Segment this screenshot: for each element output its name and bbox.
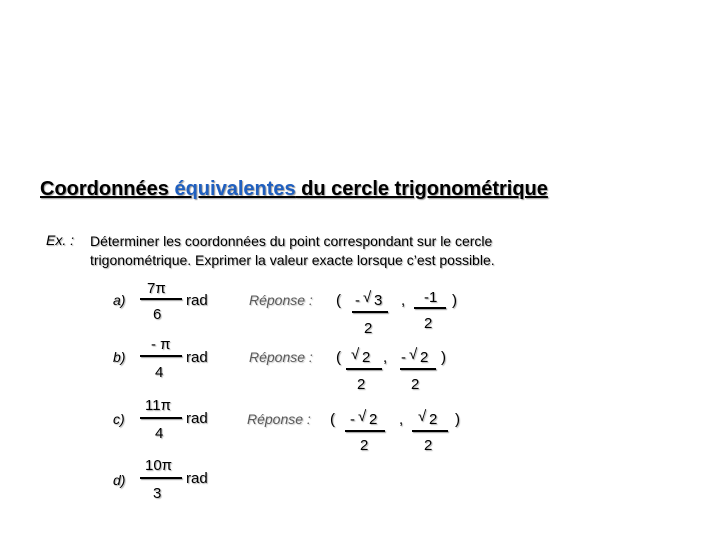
answer-c-x-sqrt-icon: √ [358, 408, 367, 425]
problem-a-unit: rad [186, 292, 208, 309]
answer-a-close-paren: ) [452, 292, 457, 309]
answer-b-y-sqrt-icon: √ [409, 346, 418, 363]
page-title: Coordonnées équivalentes du cercle trigonométrique [40, 178, 548, 200]
answer-a-comma: , [401, 292, 406, 309]
problem-c-denominator: 4 [155, 425, 164, 442]
problem-c-fraction-bar [140, 417, 182, 419]
problem-c-unit: rad [186, 410, 208, 427]
problem-b-label: b) [113, 349, 126, 365]
problem-d-label: d) [113, 472, 126, 488]
answer-a-x-denominator: 2 [364, 320, 373, 337]
example-label: Ex. : [46, 232, 75, 248]
answer-a-y-numerator: -1 [424, 289, 438, 306]
answer-c-open-paren: ( [330, 411, 335, 428]
answer-b-y-fraction-bar [400, 368, 436, 370]
answer-a-open-paren: ( [336, 292, 341, 309]
answer-b-x-fraction-bar [346, 368, 382, 370]
problem-b-denominator: 4 [155, 364, 164, 381]
answer-c-comma: , [399, 411, 404, 428]
answer-c-y-radicand: 2 [429, 411, 438, 428]
answer-c-x-radicand: 2 [369, 411, 378, 428]
problem-a-denominator: 6 [153, 306, 162, 323]
answer-b-comma: , [383, 349, 388, 366]
problem-c-numerator: 11π [145, 397, 171, 414]
problem-d-denominator: 3 [153, 485, 162, 502]
problem-d-numerator: 10π [145, 457, 173, 474]
answer-a-x-fraction-bar [352, 311, 388, 313]
answer-c-label: Réponse : [247, 411, 311, 427]
answer-c-y-denominator: 2 [424, 437, 433, 454]
answer-b-close-paren: ) [441, 349, 446, 366]
problem-d-fraction-bar [140, 477, 182, 479]
answer-c-y-fraction-bar [412, 430, 448, 432]
answer-b-label: Réponse : [249, 349, 313, 365]
problem-b-unit: rad [186, 349, 208, 366]
title-highlight: équivalentes [174, 178, 296, 200]
answer-a-y-denominator: 2 [424, 315, 433, 332]
answer-c-x-sign: - [350, 411, 355, 428]
answer-c-close-paren: ) [455, 411, 460, 428]
answer-b-y-denominator: 2 [411, 376, 420, 393]
answer-c-x-denominator: 2 [360, 437, 369, 454]
answer-b-y-radicand: 2 [420, 349, 429, 366]
problem-a-numerator: 7π [147, 280, 166, 297]
problem-a-label: a) [113, 292, 126, 308]
instruction-text: Déterminer les coordonnées du point correspondant sur le cercle trigonométrique. Exprimer la valeur exacte lorsque c’est possible. [90, 233, 495, 268]
answer-b-x-denominator: 2 [357, 376, 366, 393]
problem-b-numerator: - π [151, 336, 171, 353]
answer-a-y-fraction-bar [414, 307, 446, 309]
answer-a-x-sqrt-icon: √ [363, 289, 372, 306]
answer-b-x-sqrt-icon: √ [351, 346, 360, 363]
problem-a-fraction-bar [140, 298, 182, 300]
answer-b-open-paren: ( [336, 349, 341, 366]
answer-c-x-fraction-bar [345, 430, 385, 432]
problem-c-label: c) [113, 411, 125, 427]
answer-a-x-radicand: 3 [374, 292, 383, 309]
problem-b-fraction-bar [140, 355, 182, 357]
answer-a-label: Réponse : [249, 292, 313, 308]
problem-d-unit: rad [186, 470, 208, 487]
answer-a-x-sign: - [355, 292, 360, 309]
answer-b-x-radicand: 2 [362, 349, 371, 366]
answer-c-y-sqrt-icon: √ [418, 408, 427, 425]
answer-b-y-sign: - [401, 349, 406, 366]
